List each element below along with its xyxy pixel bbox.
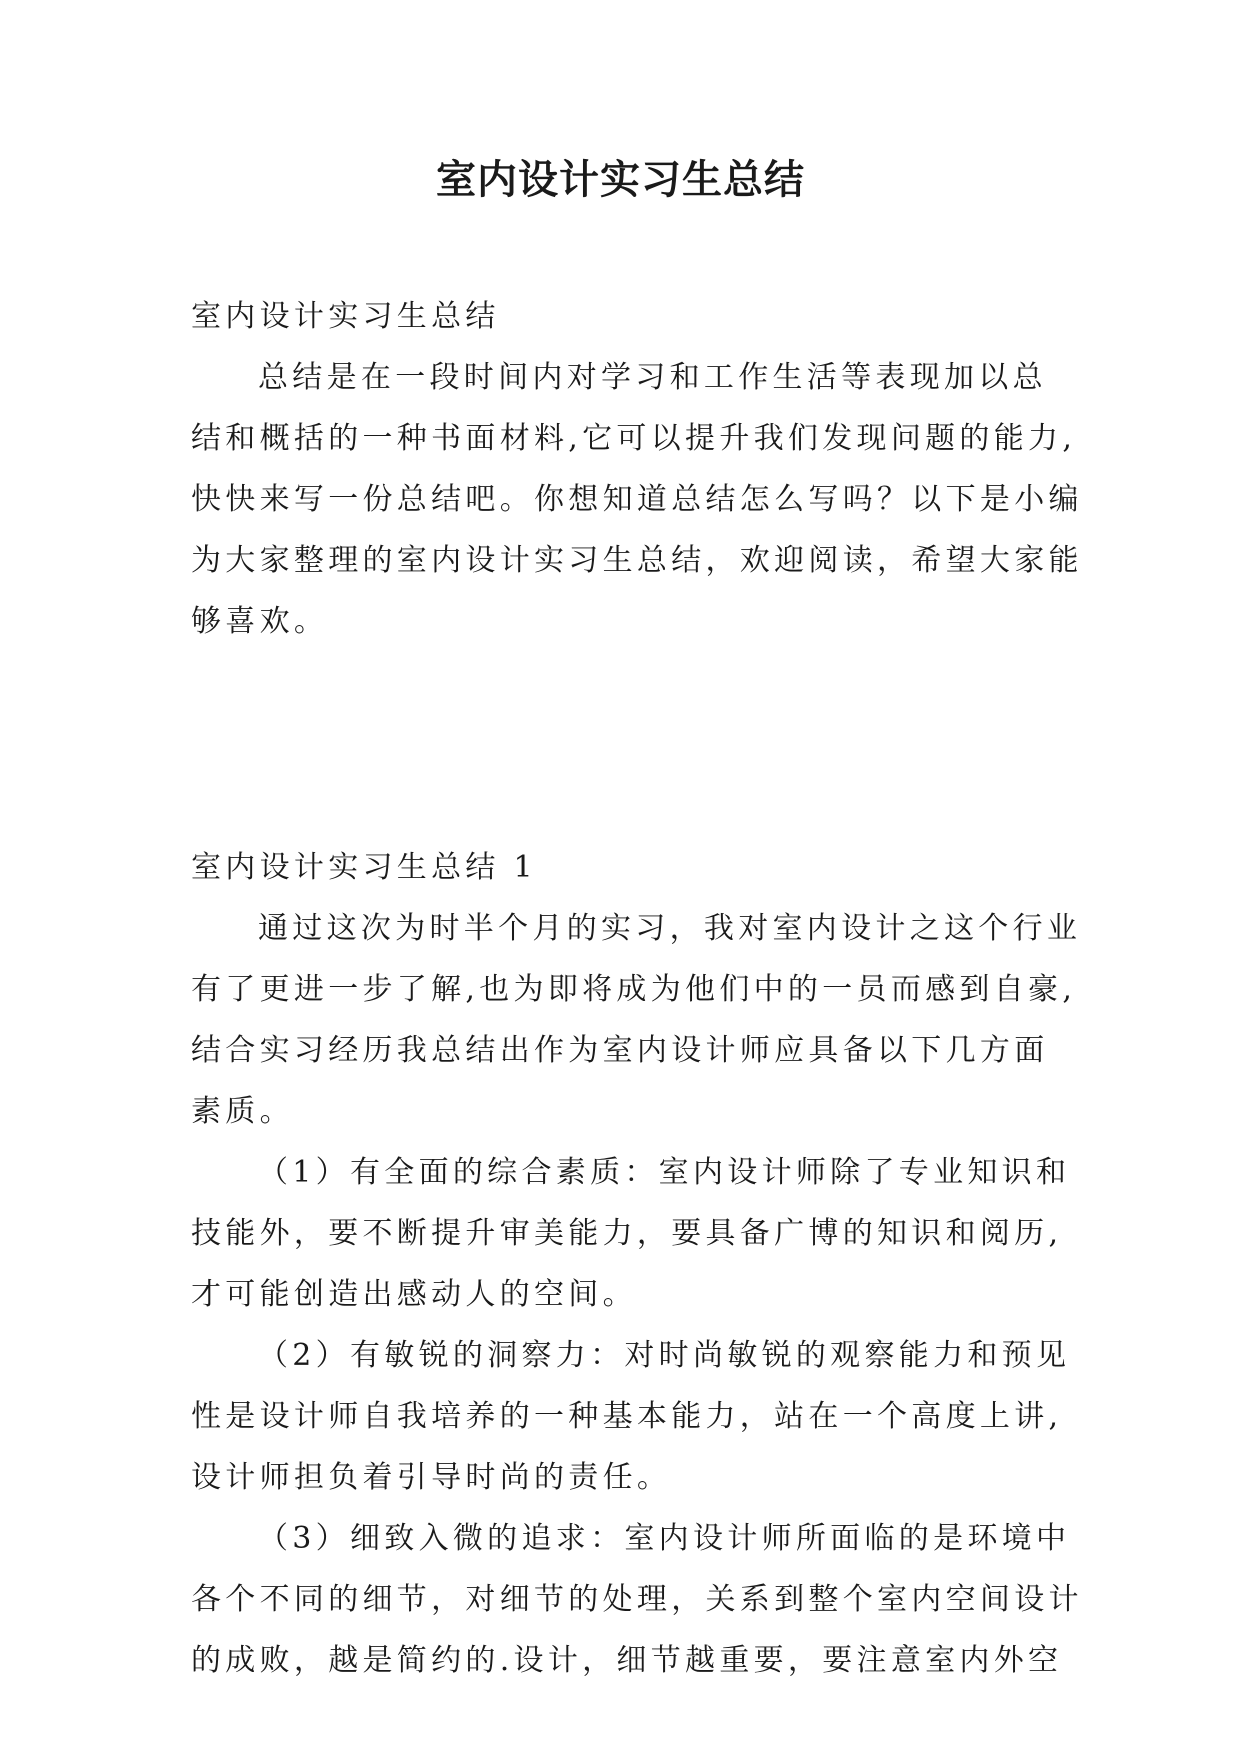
paragraph-line: 才可能创造出感动人的空间。	[191, 1277, 637, 1312]
paragraph-line: （3）细致入微的追求：室内设计师所面临的是环境中	[258, 1521, 1071, 1556]
paragraph-line: （1）有全面的综合素质：室内设计师除了专业知识和	[258, 1155, 1071, 1190]
document-body	[191, 286, 1083, 1691]
paragraph-line: 技能外，要不断提升审美能力，要具备广博的知识和阅历,	[191, 1216, 1063, 1251]
document-title: 室内设计实习生总结	[436, 156, 805, 203]
section-paragraph	[191, 898, 1082, 1142]
paragraph-line: 设计师担负着引导时尚的责任。	[191, 1460, 672, 1495]
intro-heading: 室内设计实习生总结	[191, 299, 500, 334]
paragraph-line: 结合实习经历我总结出作为室内设计师应具备以下几方面	[191, 1033, 1049, 1068]
paragraph-line: （2）有敏锐的洞察力：对时尚敏锐的观察能力和预见	[258, 1338, 1071, 1373]
paragraph-line: 够喜欢。	[191, 604, 329, 639]
paragraph-line: 各个不同的细节，对细节的处理，关系到整个室内空间设计	[191, 1582, 1083, 1617]
intro-paragraph	[191, 347, 1083, 652]
paragraph-line: 有了更进一步了解,也为即将成为他们中的一员而感到自豪,	[191, 972, 1077, 1007]
paragraph-line: 素质。	[191, 1094, 294, 1129]
paragraph-line: 性是设计师自我培养的一种基本能力，站在一个高度上讲,	[191, 1399, 1063, 1434]
section-paragraph	[191, 1142, 1071, 1325]
paragraph-line: 快快来写一份总结吧。你想知道总结怎么写吗？以下是小编	[191, 482, 1083, 517]
paragraph-line: 总结是在一段时间内对学习和工作生活等表现加以总	[258, 360, 1047, 395]
paragraph-line: 为大家整理的室内设计实习生总结，欢迎阅读，希望大家能	[191, 543, 1083, 578]
section-heading: 室内设计实习生总结 1	[191, 850, 537, 885]
paragraph-line: 通过这次为时半个月的实习，我对室内设计之这个行业	[258, 911, 1082, 946]
paragraph-line: 结和概括的一种书面材料,它可以提升我们发现问题的能力,	[191, 421, 1077, 456]
paragraph-line: 的成败，越是简约的.设计，细节越重要，要注意室内外空	[191, 1643, 1063, 1678]
section-paragraph	[191, 1508, 1083, 1691]
section-spacer	[191, 652, 1053, 837]
section-paragraph	[191, 1325, 1071, 1508]
